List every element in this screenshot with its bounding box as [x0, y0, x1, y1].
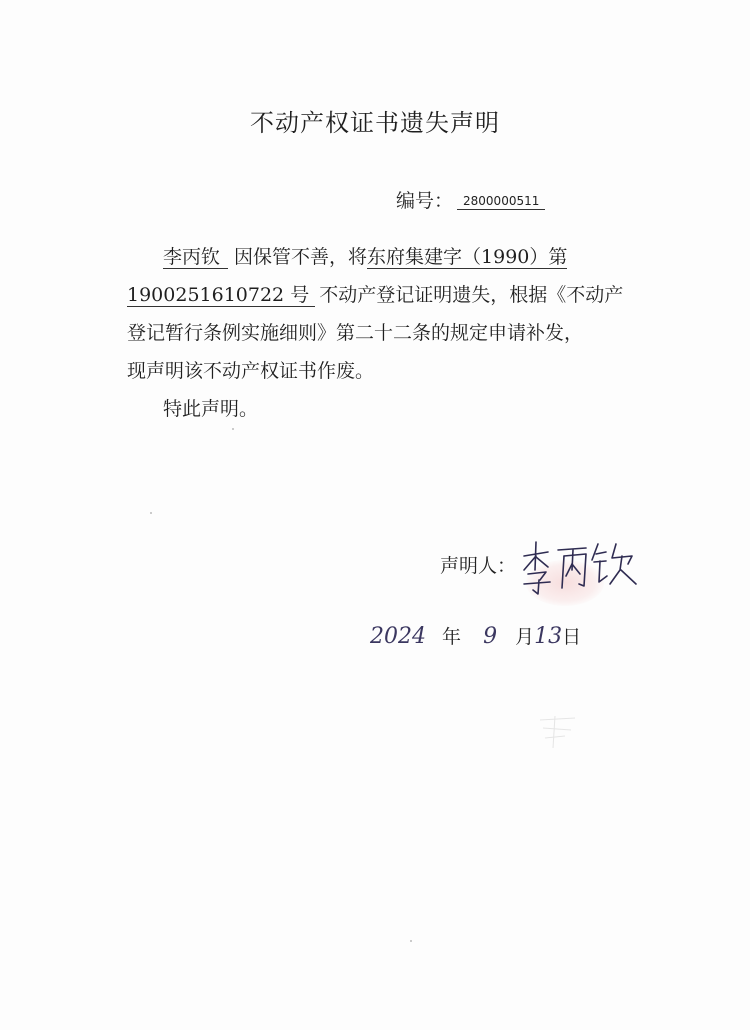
body-line-2 [127, 276, 667, 314]
date-year-label: 年 [442, 626, 462, 648]
bleed-through-mark [535, 712, 585, 752]
body-line-3: 登记暂行条例实施细则》第二十二条的规定申请补发， [127, 322, 584, 344]
body-line-1 [127, 238, 667, 276]
certificate-number: 1900251610722 号 [127, 284, 315, 307]
date-day: 13 [534, 624, 563, 649]
date-day-label: 日 [562, 626, 582, 648]
date-year: 2024 [370, 624, 426, 649]
closing-statement: 特此声明。 [163, 398, 259, 420]
handwritten-signature [512, 530, 652, 620]
paper-speck [150, 512, 152, 514]
date-month-label: 月 [515, 626, 535, 648]
date-month: 9 [483, 624, 498, 649]
certificate-prefix: 东府集建字（1990）第 [367, 246, 568, 268]
paper-speck [232, 428, 234, 430]
signature-svg [512, 530, 652, 620]
body-text-b: 不动产登记证明遗失，根据《不动产 [319, 284, 624, 306]
document-number-label: 编号： [396, 190, 454, 212]
paper-speck [410, 940, 412, 942]
document-title: 不动产权证书遗失声明 [250, 109, 500, 137]
body-text-a: 因保管不善，将 [234, 246, 368, 268]
date-line [370, 622, 581, 649]
declarant-name: 李丙钦 [163, 246, 228, 269]
declaration-body [127, 238, 667, 428]
declarant-label: 声明人： [440, 555, 517, 577]
document-number-line [396, 186, 545, 213]
body-line-4: 现声明该不动产权证书作废。 [127, 360, 375, 382]
document-number: 2800000511 [457, 194, 545, 210]
